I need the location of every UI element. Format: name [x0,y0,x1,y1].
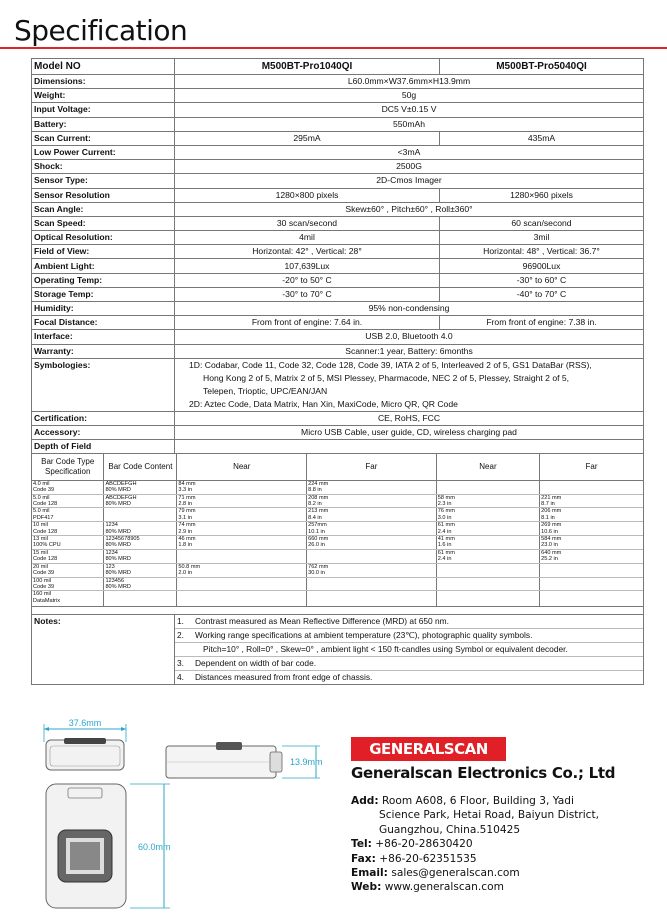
accessory-value: Micro USB Cable, user guide, CD, wireless charging pad [175,425,644,439]
bar-code-content-line-2: 80% MRD [105,583,131,590]
near-model-a-line-1: 46 mm [178,536,196,543]
near-model-a-line-2: 3.1 in [178,514,193,521]
spec-row [32,287,644,301]
spec-value-model-b: -40° to 70° C [440,287,644,301]
near-model-a [177,480,307,494]
address-line-2 [351,808,599,822]
far-model-b-line-1: 640 mm [541,549,562,556]
spec-row [32,188,644,202]
col-bar-code-content: Bar Code Content [104,454,177,480]
spec-row [32,344,644,358]
contact-block [351,794,599,895]
spec-label: Field of View: [32,245,175,259]
bar-code-type-line-1: 15 mil [33,549,48,556]
bar-code-type [32,494,104,508]
far-model-a [307,480,437,494]
tel-line [351,837,599,851]
spec-label: Low Power Current: [32,145,175,159]
depth-row [32,480,643,494]
bar-code-content-line-1: ABCDEFGH [105,494,137,501]
bar-code-content [104,508,177,522]
length-dim-label: 60.0mm [138,842,171,852]
tel-label: Tel: [351,838,372,851]
far-model-a [307,522,437,536]
bar-code-content [104,522,177,536]
note-item [175,643,643,657]
spec-label: Dimensions: [32,75,175,89]
email-link[interactable]: sales@generalscan.com [391,867,520,880]
near-model-a [177,536,307,550]
far-model-a [307,494,437,508]
bar-code-type-line-2: Code 128 [33,501,58,508]
far-model-b-line-1: 584 mm [541,536,562,543]
near-model-a-line-2: 3.3 in [178,487,193,494]
address-text-3: Guangzhou, China.510425 [379,823,521,836]
bar-code-type [32,480,104,494]
near-model-a-line-2: 2.0 in [178,570,193,577]
scanner-side-view [166,742,282,778]
fax-value: +86-20-62351535 [379,852,477,865]
product-drawing [20,712,340,912]
spec-value-model-a: Horizontal: 42° , Vertical: 28° [175,245,440,259]
address-line-3 [351,823,599,837]
note-number: 2. [177,629,184,640]
far-model-b-line-2: 8.7 in [541,501,555,508]
note-text: Pitch=10° , Roll=0° , Skew=0° , ambient light < 150 ft-candles using Symbol or equivalent decoder. [203,643,568,654]
depth-row [32,522,643,536]
near-model-b [436,536,539,550]
note-text: Distances measured from front edge of chassis. [195,671,373,682]
near-model-a [177,549,307,563]
spec-row [32,302,644,316]
bar-code-type-line-1: 13 mil [33,536,48,543]
header-model-a: M500BT-Pro1040QI [175,59,440,75]
near-model-b-line-1: 61 mm [437,549,455,556]
depth-row [32,563,643,577]
bar-code-type-line-1: 5.0 mil [33,508,50,515]
depth-of-field-blank [175,440,644,454]
spec-value: <3mA [175,145,644,159]
spec-value-model-b: 96900Lux [440,259,644,273]
near-model-b [436,522,539,536]
accessory-row [32,425,644,439]
spec-label: Battery: [32,117,175,131]
spec-value: 95% non-condensing [175,302,644,316]
symbology-line: Hong Kong 2 of 5, Matrix 2 of 5, MSI Plessey, Pharmacode, NEC 2 of 5, Plessey, Straight 2 of 5, [203,372,570,383]
bar-code-content-line-2: 80% MRD [105,570,131,577]
far-model-a [307,577,437,591]
spec-value-model-a: From front of engine: 7.64 in. [175,316,440,330]
symbology-line: Telepen, Trioptic, UPC/EAN/JAN [203,385,328,396]
bar-code-content [104,549,177,563]
bar-code-type-line-1: 4.0 mil [33,480,50,487]
far-model-b-line-2: 23.0 in [541,542,558,549]
spec-value: L60.0mm×W37.6mm×H13.9mm [175,75,644,89]
note-number: 3. [177,657,184,668]
bar-code-type [32,563,104,577]
bar-code-type-line-1: 10 mil [33,522,48,529]
symbologies-list [175,358,644,411]
note-number: 1. [177,615,184,626]
spec-label: Focal Distance: [32,316,175,330]
specification-table [31,58,644,685]
scanner-top-view [46,738,124,770]
spec-value-model-b: 60 scan/second [440,216,644,230]
email-label: Email: [351,867,388,880]
notes-row [32,614,644,684]
spec-value-model-a: -30° to 70° C [175,287,440,301]
far-model-a-line-1: 224 mm [308,480,329,487]
near-model-b [436,563,539,577]
height-dim-label: 13.9mm [290,757,323,767]
note-item [175,657,643,671]
far-model-a-line-2: 8.8 in [308,487,322,494]
company-name: Generalscan Electronics Co.; Ltd [351,764,616,782]
far-model-a-line-1: 208 mm [308,494,329,501]
near-model-b [436,577,539,591]
certification-label: Certification: [32,411,175,425]
far-model-b-line-1: 206 mm [541,508,562,515]
bar-code-content [104,536,177,550]
col-far-model-a: Far [307,454,437,480]
far-model-b-line-2: 25.2 in [541,556,558,563]
spec-row [32,330,644,344]
depth-of-field-table [32,454,643,606]
spec-row [32,89,644,103]
spec-value-model-a: 30 scan/second [175,216,440,230]
spec-value: Skew±60° , Pitch±60° , Roll±360° [175,202,644,216]
bar-code-type-line-2: Code 128 [33,556,58,563]
bar-code-content-line-2: 80% MRD [105,528,131,535]
col-bar-code-type: Bar Code Type Specification [32,454,104,480]
spec-value: 2500G [175,160,644,174]
far-model-b-line-1: 221 mm [541,494,562,501]
col-far-model-b: Far [540,454,643,480]
far-model-a [307,508,437,522]
spec-row [32,160,644,174]
spec-value-model-a: 107,639Lux [175,259,440,273]
spec-label: Weight: [32,89,175,103]
spec-value-model-b: -30° to 60° C [440,273,644,287]
far-model-a-line-1: 213 mm [308,508,329,515]
far-model-a-line-2: 8.2 in [308,501,322,508]
bar-code-type-line-1: 20 mil [33,563,48,570]
bar-code-content-line-2: 80% MRD [105,542,131,549]
depth-of-field-row [32,454,644,607]
notes-list [175,614,644,684]
depth-row [32,549,643,563]
spec-value-model-b: 3mil [440,231,644,245]
scanner-front-view [46,784,126,908]
table-header [32,59,644,75]
depth-row [32,591,643,606]
spec-row [32,131,644,145]
spec-value: 550mAh [175,117,644,131]
spec-label: Scan Speed: [32,216,175,230]
depth-row [32,536,643,550]
address-label: Add: [351,795,379,807]
depth-row [32,508,643,522]
far-model-b [540,577,643,591]
near-model-b [436,591,539,606]
bar-code-content-line-1: 1234 [105,522,118,529]
bar-code-type-line-2: PDF417 [33,514,54,521]
bar-code-content [104,494,177,508]
address-text-1: Room A608, 6 Floor, Building 3, Yadi [381,795,574,807]
spec-row [32,231,644,245]
col-near-model-a: Near [177,454,307,480]
near-model-b-line-2: 3.0 in [437,514,452,521]
bar-code-type-line-1: 5.0 mil [33,494,50,501]
width-dim-label: 37.6mm [68,718,102,728]
symbologies-label: Symbologies: [32,358,175,411]
header-label: Model NO [32,59,175,75]
page-title: Specification [14,14,188,47]
bar-code-content-line-1: 1234 [105,549,118,556]
bar-code-type [32,591,104,606]
near-model-a [177,591,307,606]
far-model-b [540,563,643,577]
spacer-cell [32,606,644,614]
depth-header-row [32,454,643,480]
spacer-row [32,606,644,614]
far-model-a [307,536,437,550]
near-model-a-line-2: 1.8 in [178,542,193,549]
near-model-b [436,508,539,522]
spec-value-model-b: From front of engine: 7.38 in. [440,316,644,330]
bar-code-type-line-2: Code 39 [33,583,55,590]
near-model-b-line-2: 2.4 in [437,528,452,535]
bar-code-type-line-2: Code 39 [33,570,55,577]
near-model-a [177,508,307,522]
title-underline [0,47,667,49]
near-model-a-line-1: 50.8 mm [178,563,201,570]
near-model-a-line-2: 2.9 in [178,528,193,535]
near-model-a-line-2: 2.8 in [178,501,193,508]
fax-label: Fax: [351,852,376,865]
spec-label: Shock: [32,160,175,174]
spec-value: 50g [175,89,644,103]
far-model-a-line-2: 26.0 in [308,542,325,549]
email-line [351,866,599,880]
address-line-1 [351,794,599,808]
certification-row [32,411,644,425]
note-text: Dependent on width of bar code. [195,657,317,668]
note-item [175,629,643,643]
note-number: 4. [177,671,184,682]
note-item [175,615,643,629]
spec-row [32,202,644,216]
spec-label: Sensor Resolution [32,188,175,202]
web-line [351,880,599,894]
far-model-b [540,480,643,494]
spec-row [32,174,644,188]
near-model-a [177,577,307,591]
bar-code-type [32,508,104,522]
spec-label: Scan Angle: [32,202,175,216]
near-model-a-line-1: 74 mm [178,522,196,529]
brand-logo: GENERALSCAN [351,737,506,761]
note-text: Working range specifications at ambient temperature (23℃), photographic quality symbols. [195,629,533,640]
bar-code-type [32,577,104,591]
spec-value-model-b: Horizontal: 48° , Vertical: 36.7° [440,245,644,259]
spec-value: Scanner:1 year, Battery: 6months [175,344,644,358]
depth-row [32,577,643,591]
bar-code-content [104,563,177,577]
near-model-a-line-1: 79 mm [178,508,196,515]
near-model-b [436,494,539,508]
spec-row [32,75,644,89]
far-model-a-line-2: 8.4 in [308,514,322,521]
bar-code-type-line-2: Code 128 [33,528,58,535]
web-link[interactable]: www.generalscan.com [384,881,504,894]
col-near-model-b: Near [436,454,539,480]
spec-label: Optical Resolution: [32,231,175,245]
spec-label: Interface: [32,330,175,344]
near-model-b-line-2: 2.4 in [437,556,452,563]
near-model-b [436,549,539,563]
bar-code-type-line-1: 100 mil [33,577,52,584]
spec-label: Warranty: [32,344,175,358]
near-model-b-line-2: 2.3 in [437,501,452,508]
address-text-2: Science Park, Hetai Road, Baiyun District, [379,809,600,822]
fax-line [351,852,599,866]
far-model-b [540,549,643,563]
bar-code-type [32,549,104,563]
spec-row [32,245,644,259]
depth-of-field-title-row [32,440,644,454]
far-model-b [540,591,643,606]
bar-code-type-line-1: 160 mil [33,591,52,598]
symbology-line: 1D: Codabar, Code 11, Code 32, Code 128, Code 39, IATA 2 of 5, Interleaved 2 of 5, GS1 DataBar (RSS), [189,359,592,370]
depth-of-field-cell [32,454,644,607]
bar-code-content-line-1: 12345678905 [105,536,140,543]
symbologies-row [32,358,644,411]
tel-value[interactable]: +86-20-28630420 [375,838,473,851]
bar-code-content [104,591,177,606]
far-model-a-line-1: 257mm [308,522,327,529]
far-model-b-line-1: 269 mm [541,522,562,529]
spec-row [32,145,644,159]
bar-code-content-line-2: 80% MRD [105,556,131,563]
spec-value-model-a: 295mA [175,131,440,145]
near-model-a [177,494,307,508]
spec-value: DC5 V±0.15 V [175,103,644,117]
far-model-b [540,494,643,508]
far-model-a-line-2: 30.0 in [308,570,325,577]
far-model-a-line-2: 10.1 in [308,528,325,535]
spec-value: 2D-Cmos Imager [175,174,644,188]
far-model-a-line-1: 660 mm [308,536,329,543]
spec-label: Sensor Type: [32,174,175,188]
spec-label: Storage Temp: [32,287,175,301]
accessory-label: Accessory: [32,425,175,439]
near-model-b-line-1: 61 mm [437,522,455,529]
depth-row [32,494,643,508]
near-model-b-line-2: 1.6 in [437,542,452,549]
spec-row [32,259,644,273]
spec-label: Input Voltage: [32,103,175,117]
far-model-b [540,536,643,550]
spec-label: Scan Current: [32,131,175,145]
near-model-b-line-1: 76 mm [437,508,455,515]
bar-code-content [104,577,177,591]
spec-value: USB 2.0, Bluetooth 4.0 [175,330,644,344]
spec-value-model-a: 4mil [175,231,440,245]
bar-code-content-line-1: 123 [105,563,115,570]
spec-row [32,273,644,287]
note-text: Contrast measured as Mean Reflective Difference (MRD) at 650 nm. [195,615,449,626]
symbology-line: 2D: Aztec Code, Data Matrix, Han Xin, MaxiCode, Micro QR, QR Code [189,398,458,409]
far-model-a-line-1: 762 mm [308,563,329,570]
bar-code-content-line-1: 123456 [105,577,125,584]
web-label: Web: [351,881,382,894]
spec-value-model-a: -20° to 50° C [175,273,440,287]
bar-code-type [32,536,104,550]
bar-code-type-line-2: Code 39 [33,487,55,494]
near-model-a [177,563,307,577]
spec-label: Humidity: [32,302,175,316]
far-model-b [540,508,643,522]
near-model-a-line-1: 84 mm [178,480,196,487]
spec-row [32,103,644,117]
spec-label: Ambient Light: [32,259,175,273]
near-model-b-line-1: 58 mm [437,494,455,501]
header-model-b: M500BT-Pro5040QI [440,59,644,75]
spec-value-model-b: 435mA [440,131,644,145]
spec-row [32,216,644,230]
bar-code-content-line-2: 80% MRD [105,487,131,494]
bar-code-type [32,522,104,536]
spec-value-model-b: 1280×960 pixels [440,188,644,202]
far-model-b-line-2: 10.6 in [541,528,558,535]
far-model-a [307,563,437,577]
near-model-a [177,522,307,536]
bar-code-type-line-2: DataMatrix [33,597,61,604]
near-model-b-line-1: 41 mm [437,536,455,543]
bar-code-content-line-1: ABCDEFGH [105,480,137,487]
bar-code-content-line-2: 80% MRD [105,501,131,508]
spec-label: Operating Temp: [32,273,175,287]
spec-value-model-a: 1280×800 pixels [175,188,440,202]
spec-row [32,316,644,330]
far-model-a [307,591,437,606]
spec-row [32,117,644,131]
bar-code-type-line-2: 100% CPU [33,542,61,549]
note-item [175,671,643,684]
notes-label: Notes: [32,614,175,684]
bar-code-content [104,480,177,494]
far-model-a [307,549,437,563]
far-model-b-line-2: 8.1 in [541,514,555,521]
certification-value: CE, RoHS, FCC [175,411,644,425]
near-model-b [436,480,539,494]
depth-of-field-label: Depth of Field [32,440,175,454]
near-model-a-line-1: 71 mm [178,494,196,501]
far-model-b [540,522,643,536]
